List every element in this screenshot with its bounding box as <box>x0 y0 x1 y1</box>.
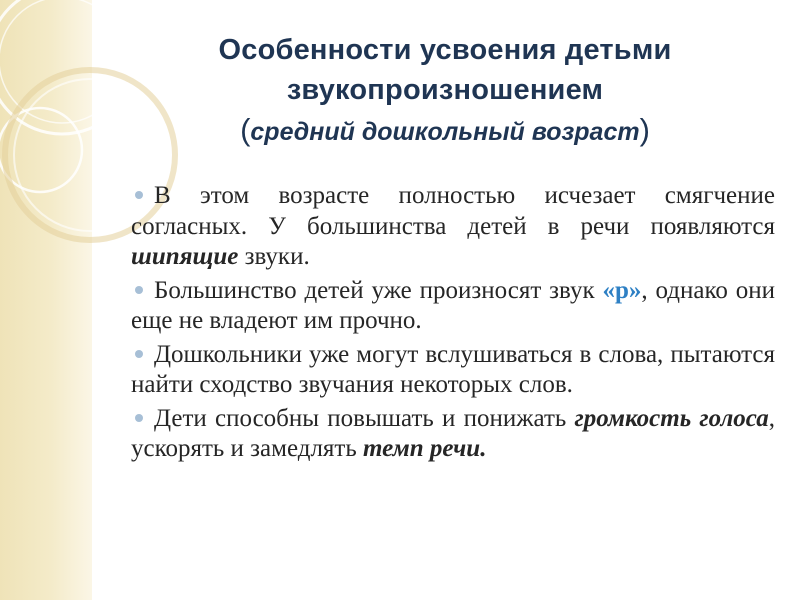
bullet-item <box>131 404 775 465</box>
bullet-text: , ускорять и замедлять <box>131 404 775 462</box>
bullet-dot-icon <box>135 350 143 358</box>
bullet-emphasis: громкость голоса <box>574 404 769 432</box>
bullet-item <box>131 181 775 273</box>
bullet-dot-icon <box>135 414 143 422</box>
bullet-text: Дошкольники уже могут вслушиваться в слова, пытаются найти сходство звучания некоторых слов. <box>131 340 775 398</box>
bullet-text: Большинство детей уже произносят звук <box>154 276 603 304</box>
title-line-2: звукопроизношением <box>286 74 604 106</box>
bullet-list <box>131 181 775 468</box>
bullet-text: , однако они еще не владеют им прочно. <box>131 276 775 334</box>
title-subtitle <box>150 110 740 152</box>
title-line-1: Особенности усвоения детьми <box>218 34 672 66</box>
bullet-text: звуки. <box>238 243 310 270</box>
bullet-emphasis: темп речи <box>363 435 481 462</box>
subtitle-text: средний дошкольный возраст <box>250 118 640 146</box>
bullet-highlight: «р» <box>602 276 642 304</box>
bullet-item <box>131 276 775 337</box>
bullet-text: В этом возрасте полностью исчезает смягчение согласных. У большинства детей в речи появляются <box>131 182 775 240</box>
subtitle-open-paren: ( <box>240 112 251 147</box>
bullet-dot-icon <box>135 191 143 199</box>
bullet-text: Дети способны повышать и понижать <box>154 404 575 432</box>
bullet-dot-icon <box>135 286 143 294</box>
bullet-item <box>131 340 775 401</box>
subtitle-close-paren: ) <box>639 112 650 147</box>
bullet-text: . <box>480 435 487 462</box>
bullet-emphasis: шипящие <box>131 243 239 270</box>
slide-title <box>150 30 740 152</box>
